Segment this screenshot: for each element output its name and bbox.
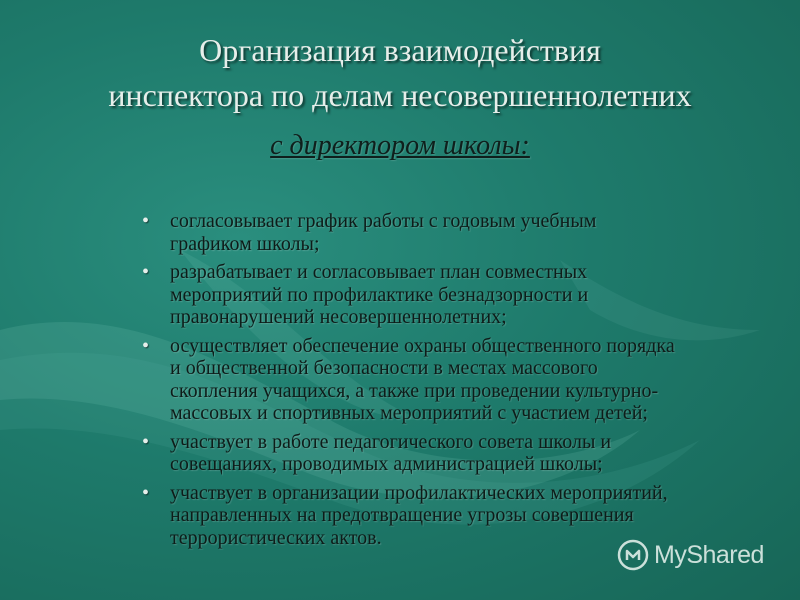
watermark-text: MyShared <box>654 540 764 569</box>
bullet-dot-icon: • <box>142 261 150 283</box>
slide-title <box>40 28 760 118</box>
bullet-text: согласовывает график работы с годовым учебным графиком школы; <box>170 210 597 255</box>
bullet-item <box>140 431 680 476</box>
bullet-item <box>140 335 680 425</box>
myshared-watermark[interactable] <box>616 535 786 575</box>
bullet-text: участвует в организации профилактических мероприятий, направленных на предотвращение угрозы совершения террористических актов. <box>170 481 668 549</box>
bullet-text: осуществляет обеспечение охраны общественного порядка и общественной безопасности в местах массового скопления учащихся, а также при проведении культурно-массовых и спортивных мероприятий с участием детей; <box>170 334 675 424</box>
title-line-2: инспектора по делам несовершеннолетних <box>108 77 692 113</box>
bullet-dot-icon: • <box>142 481 150 504</box>
bullet-item <box>140 210 680 255</box>
myshared-logo-icon <box>616 538 650 572</box>
bullet-list <box>140 210 680 555</box>
bullet-dot-icon: • <box>142 210 150 232</box>
bullet-text: разрабатывает и согласовывает план совместных мероприятий по профилактике безнадзорности и правонарушений несовершеннолетних; <box>170 261 589 328</box>
bullet-item <box>140 482 680 550</box>
slide-subtitle: с директором школы: <box>270 130 530 161</box>
title-line-1: Организация взаимодействия <box>199 32 601 68</box>
bullet-item <box>140 261 680 329</box>
bullet-text: участвует в работе педагогического совета школы и совещаниях, проводимых администрацией школы; <box>170 430 612 475</box>
bullet-dot-icon: • <box>142 334 150 357</box>
bullet-dot-icon: • <box>142 430 150 453</box>
